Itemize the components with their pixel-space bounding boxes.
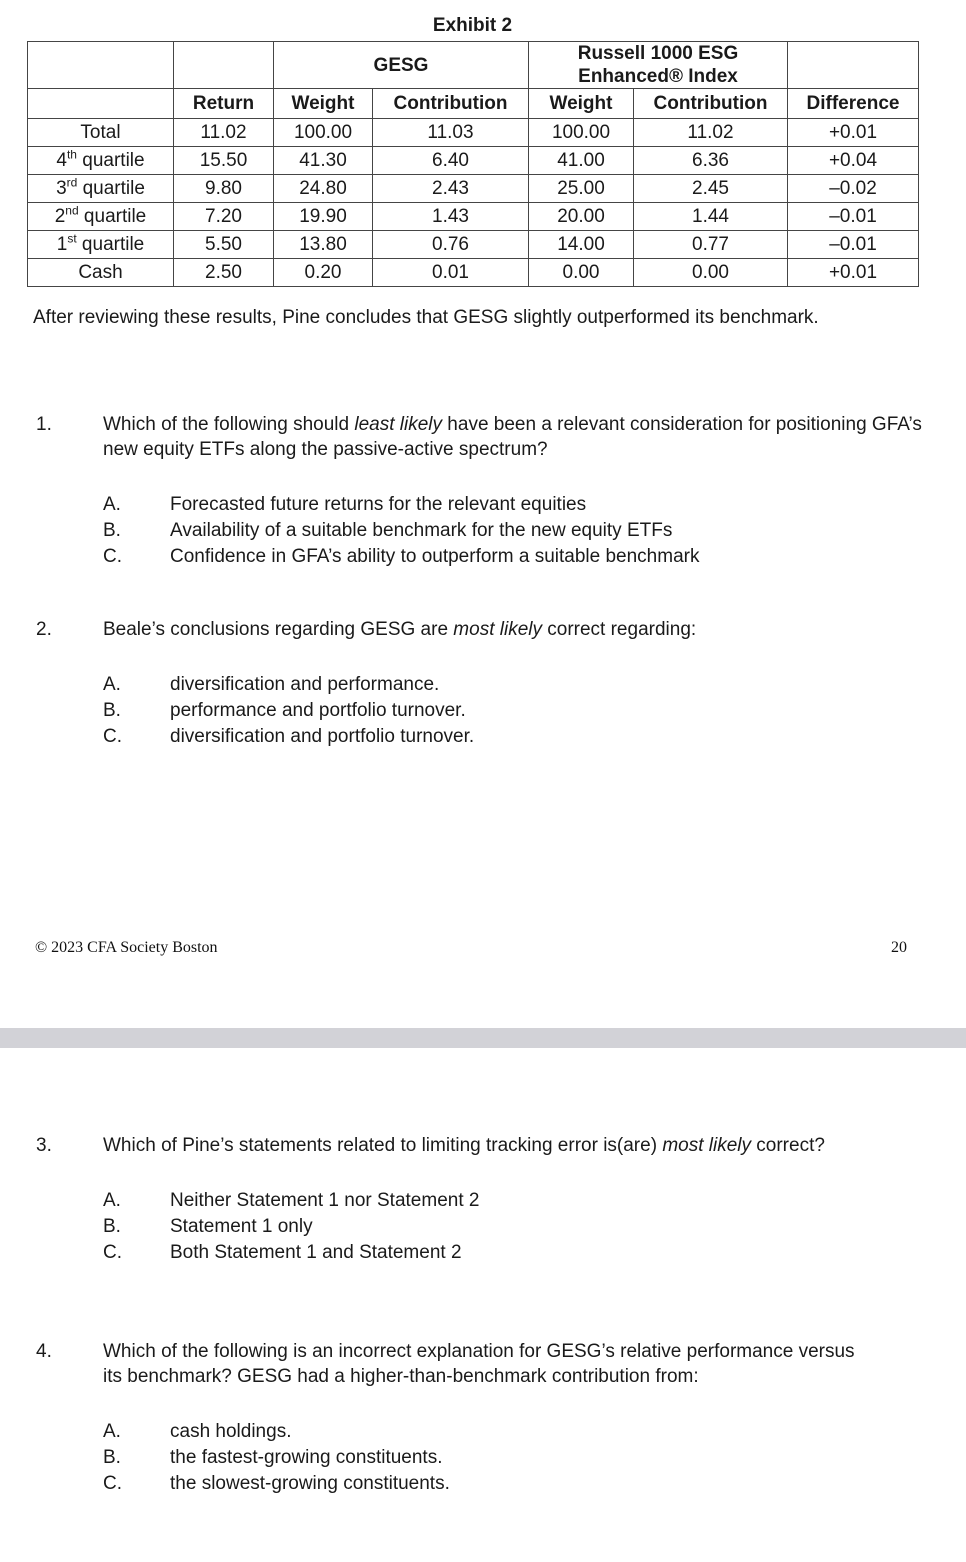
option-b	[103, 698, 936, 724]
russell-group-header: Russell 1000 ESG Enhanced® Index	[529, 42, 788, 89]
table-cell: 7.20	[174, 203, 274, 231]
option-c	[103, 1471, 936, 1497]
question-text	[103, 617, 923, 642]
table-group-header-row	[28, 42, 919, 89]
option-c	[103, 724, 936, 750]
column-header-contribution-gesg: Contribution	[373, 89, 529, 119]
question-number: 3.	[36, 1135, 52, 1156]
option-text: the slowest-growing constituents.	[170, 1473, 450, 1494]
table-cell: 0.00	[634, 259, 788, 287]
option-letter: B.	[103, 700, 121, 721]
table-cell: +0.04	[788, 147, 919, 175]
option-text: diversification and performance.	[170, 674, 440, 695]
question-text	[103, 1339, 873, 1389]
question-text-segment: correct?	[751, 1135, 825, 1156]
row-label-text: 3	[56, 177, 67, 199]
option-text: cash holdings.	[170, 1421, 292, 1442]
question-text-italic: least likely	[354, 414, 443, 435]
table-cell: +0.01	[788, 119, 919, 147]
option-text: Statement 1 only	[170, 1216, 313, 1237]
table-cell: 11.03	[373, 119, 529, 147]
option-letter: B.	[103, 1447, 121, 1468]
question-4	[36, 1339, 936, 1497]
question-1	[36, 412, 936, 570]
page-divider-bar	[0, 1028, 966, 1048]
question-text-segment: Beale’s conclusions regarding GESG are	[103, 619, 454, 640]
table-row-cash	[28, 259, 919, 287]
table-cell: 100.00	[529, 119, 634, 147]
option-a	[103, 1419, 936, 1445]
intro-paragraph: After reviewing these results, Pine concludes that GESG slightly outperformed its benchmark.	[33, 307, 819, 328]
table-cell: 15.50	[174, 147, 274, 175]
table-cell: 5.50	[174, 231, 274, 259]
option-letter: A.	[103, 1421, 121, 1442]
table-cell: 11.02	[634, 119, 788, 147]
column-header-contribution-russell: Contribution	[634, 89, 788, 119]
footer-page-number: 20	[891, 939, 907, 956]
table-cell: 100.00	[274, 119, 373, 147]
table-cell: 25.00	[529, 175, 634, 203]
option-a	[103, 492, 936, 518]
table-cell: 0.00	[529, 259, 634, 287]
option-text: the fastest-growing constituents.	[170, 1447, 443, 1468]
table-column-header-row	[28, 89, 919, 119]
table-cell: 0.77	[634, 231, 788, 259]
option-text: Neither Statement 1 nor Statement 2	[170, 1190, 480, 1211]
options-list	[103, 672, 936, 750]
row-label	[28, 259, 174, 287]
table-cell: 1.44	[634, 203, 788, 231]
table-cell: 24.80	[274, 175, 373, 203]
empty-cell	[28, 89, 174, 119]
option-b	[103, 1214, 936, 1240]
empty-cell	[28, 42, 174, 89]
gesg-group-header: GESG	[274, 42, 529, 89]
table-cell: 11.02	[174, 119, 274, 147]
empty-cell	[788, 42, 919, 89]
table-cell: 1.43	[373, 203, 529, 231]
question-text-italic: most likely	[662, 1135, 751, 1156]
column-header-difference: Difference	[788, 89, 919, 119]
row-label-text: quartile	[76, 233, 145, 255]
table-cell: 20.00	[529, 203, 634, 231]
option-c	[103, 544, 936, 570]
option-text: Forecasted future returns for the relevant equities	[170, 494, 587, 515]
option-text: Availability of a suitable benchmark for the new equity ETFs	[170, 520, 673, 541]
table-row-3rd-quartile	[28, 175, 919, 203]
table-cell: 2.50	[174, 259, 274, 287]
option-letter: A.	[103, 674, 121, 695]
option-text: performance and portfolio turnover.	[170, 700, 466, 721]
question-number: 4.	[36, 1341, 52, 1362]
table-cell: 0.20	[274, 259, 373, 287]
row-label-sup: rd	[66, 175, 78, 190]
option-text: diversification and portfolio turnover.	[170, 726, 475, 747]
question-text-segment: correct regarding:	[541, 619, 697, 640]
option-letter: A.	[103, 494, 121, 515]
table-cell: 9.80	[174, 175, 274, 203]
table-cell: 0.76	[373, 231, 529, 259]
options-list	[103, 492, 936, 570]
question-text-segment: Which of the following is an incorrect explanation for GESG’s relative performance versus its benchmark? GESG had a higher-than-benchmark contribution from:	[103, 1341, 855, 1387]
row-label-text: Cash	[78, 261, 123, 283]
table-cell: –0.02	[788, 175, 919, 203]
row-label-text: quartile	[76, 149, 145, 171]
column-header-weight-russell: Weight	[529, 89, 634, 119]
table-row-total	[28, 119, 919, 147]
table-row-4th-quartile	[28, 147, 919, 175]
option-b	[103, 518, 936, 544]
option-text: Both Statement 1 and Statement 2	[170, 1242, 462, 1263]
option-letter: A.	[103, 1190, 121, 1211]
row-label-sup: st	[67, 231, 77, 246]
table-cell: –0.01	[788, 203, 919, 231]
question-text	[103, 412, 923, 462]
option-letter: C.	[103, 726, 122, 747]
option-c	[103, 1240, 936, 1266]
row-label	[28, 231, 174, 259]
table-cell: 41.30	[274, 147, 373, 175]
exhibit-title: Exhibit 2	[432, 15, 513, 36]
question-text-segment: Which of Pine’s statements related to limiting tracking error is(are)	[103, 1135, 663, 1156]
table-cell: 41.00	[529, 147, 634, 175]
table-cell: 2.45	[634, 175, 788, 203]
column-header-return: Return	[174, 89, 274, 119]
question-number: 2.	[36, 619, 52, 640]
option-letter: C.	[103, 1473, 122, 1494]
row-label-sup: th	[66, 147, 77, 162]
row-label	[28, 203, 174, 231]
table-cell: 13.80	[274, 231, 373, 259]
row-label	[28, 119, 174, 147]
question-text-italic: most likely	[453, 619, 542, 640]
empty-cell	[174, 42, 274, 89]
row-label-sup: nd	[65, 203, 79, 218]
row-label-text: quartile	[78, 205, 147, 227]
column-header-weight-gesg: Weight	[274, 89, 373, 119]
question-text-segment: Which of the following should	[103, 414, 355, 435]
table-cell: 6.40	[373, 147, 529, 175]
row-label-text: 4	[56, 149, 67, 171]
table-cell: 2.43	[373, 175, 529, 203]
table-cell: 0.01	[373, 259, 529, 287]
options-list	[103, 1419, 936, 1497]
option-letter: B.	[103, 520, 121, 541]
option-a	[103, 1188, 936, 1214]
table-cell: +0.01	[788, 259, 919, 287]
table-cell: –0.01	[788, 231, 919, 259]
table-row-1st-quartile	[28, 231, 919, 259]
row-label-text: quartile	[77, 177, 145, 199]
question-number: 1.	[36, 414, 52, 435]
question-3	[36, 1133, 936, 1266]
row-label-text: Total	[80, 121, 121, 143]
row-label	[28, 175, 174, 203]
table-cell: 14.00	[529, 231, 634, 259]
option-letter: B.	[103, 1216, 121, 1237]
row-label-text: 1	[56, 233, 68, 255]
option-a	[103, 672, 936, 698]
options-list	[103, 1188, 936, 1266]
question-2	[36, 617, 936, 750]
option-letter: C.	[103, 1242, 122, 1263]
table-row-2nd-quartile	[28, 203, 919, 231]
row-label-text: 2	[54, 205, 66, 227]
option-text: Confidence in GFA’s ability to outperform a suitable benchmark	[170, 546, 700, 567]
table-cell: 19.90	[274, 203, 373, 231]
question-text-segment: have been a relevant consideration for positioning GFA’s new equity ETFs along the passive-active spectrum?	[103, 414, 922, 460]
exhibit-table	[27, 41, 919, 287]
option-b	[103, 1445, 936, 1471]
table-cell: 6.36	[634, 147, 788, 175]
footer-copyright: © 2023 CFA Society Boston	[35, 939, 218, 956]
question-text	[103, 1133, 903, 1158]
option-letter: C.	[103, 546, 122, 567]
row-label	[28, 147, 174, 175]
